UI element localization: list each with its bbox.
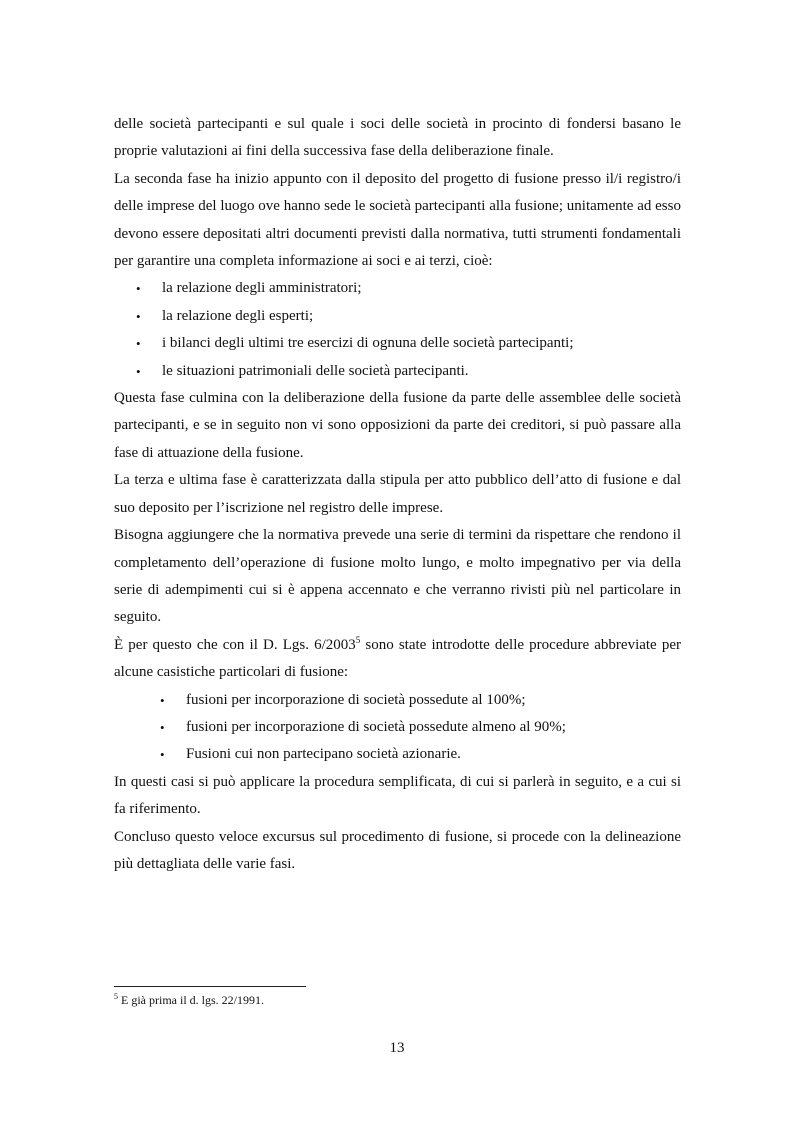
footnote-marker: 5 bbox=[114, 992, 118, 1001]
bullet-icon: • bbox=[136, 336, 141, 352]
paragraph-1: delle società partecipanti e sul quale i soci delle società in procinto di fondersi basano le proprie valutazioni ai fini della successiva fase della deliberazione finale. bbox=[114, 116, 681, 160]
bullet-icon: • bbox=[160, 692, 165, 708]
footnote-text: E già prima il d. lgs. 22/1991. bbox=[118, 993, 264, 1007]
paragraph-8: Concluso questo veloce excursus sul procedimento di fusione, si procede con la delineazione più dettagliata delle varie fasi. bbox=[114, 828, 681, 872]
paragraph-7: In questi casi si può applicare la procedura semplificata, di cui si parlerà in seguito, e a cui si fa riferimento. bbox=[114, 773, 681, 818]
bullet-list-fusions bbox=[114, 687, 681, 769]
footnote bbox=[114, 992, 264, 1008]
list-item: • Fusioni cui non partecipano società azionarie. bbox=[114, 741, 681, 768]
page-number: 13 bbox=[389, 1040, 405, 1056]
document-body bbox=[114, 111, 681, 878]
footnote-divider bbox=[114, 986, 306, 987]
list-item: • i bilanci degli ultimi tre esercizi di ognuna delle società partecipanti; bbox=[114, 330, 681, 357]
paragraph-2: La seconda fase ha inizio appunto con il deposito del progetto di fusione presso il/i registro/i delle imprese del luogo ove hanno sede le società partecipanti alla fusione; unitamente ad esso devono essere depositati altri documenti previsti dalla normativa, tutti strumenti fondamentali per garantire una completa informazione ai soci e ai terzi, cioè: bbox=[114, 170, 681, 270]
bullet-list-documents bbox=[114, 275, 681, 385]
bullet-icon: • bbox=[160, 747, 165, 763]
bullet-icon: • bbox=[160, 719, 165, 735]
bullet-icon: • bbox=[136, 281, 141, 297]
list-item: • le situazioni patrimoniali delle società partecipanti. bbox=[114, 358, 681, 385]
list-item: • fusioni per incorporazione di società possedute almeno al 90%; bbox=[114, 714, 681, 741]
paragraph-5: Bisogna aggiungere che la normativa prevede una serie di termini da rispettare che rendono il completamento dell’operazione di fusione molto lungo, e molto impegnativo per via della serie di adempimenti cui si è appena accennato e che verranno rivisti più nel particolare in seguito. bbox=[114, 527, 681, 626]
list-item: • fusioni per incorporazione di società possedute al 100%; bbox=[114, 687, 681, 714]
paragraph-4: La terza e ultima fase è caratterizzata dalla stipula per atto pubblico dell’atto di fusione e dal suo deposito per l’iscrizione nel registro delle imprese. bbox=[114, 472, 681, 516]
list-item: • la relazione degli esperti; bbox=[114, 303, 681, 330]
footnote-reference[interactable]: 5 bbox=[355, 634, 361, 645]
list-item: • la relazione degli amministratori; bbox=[114, 275, 681, 302]
paragraph-3: Questa fase culmina con la deliberazione della fusione da parte delle assemblee delle società partecipanti, e se in seguito non vi sono opposizioni da parte dei creditori, si può passare alla fase di attuazione della fusione. bbox=[114, 390, 681, 461]
paragraph-6: È per questo che con il D. Lgs. 6/2003$^5$ sono state introdotte delle procedure abbreviate per alcune casistiche particolari di fusione: bbox=[114, 634, 681, 681]
bullet-icon: • bbox=[136, 308, 141, 324]
bullet-icon: • bbox=[136, 363, 141, 379]
